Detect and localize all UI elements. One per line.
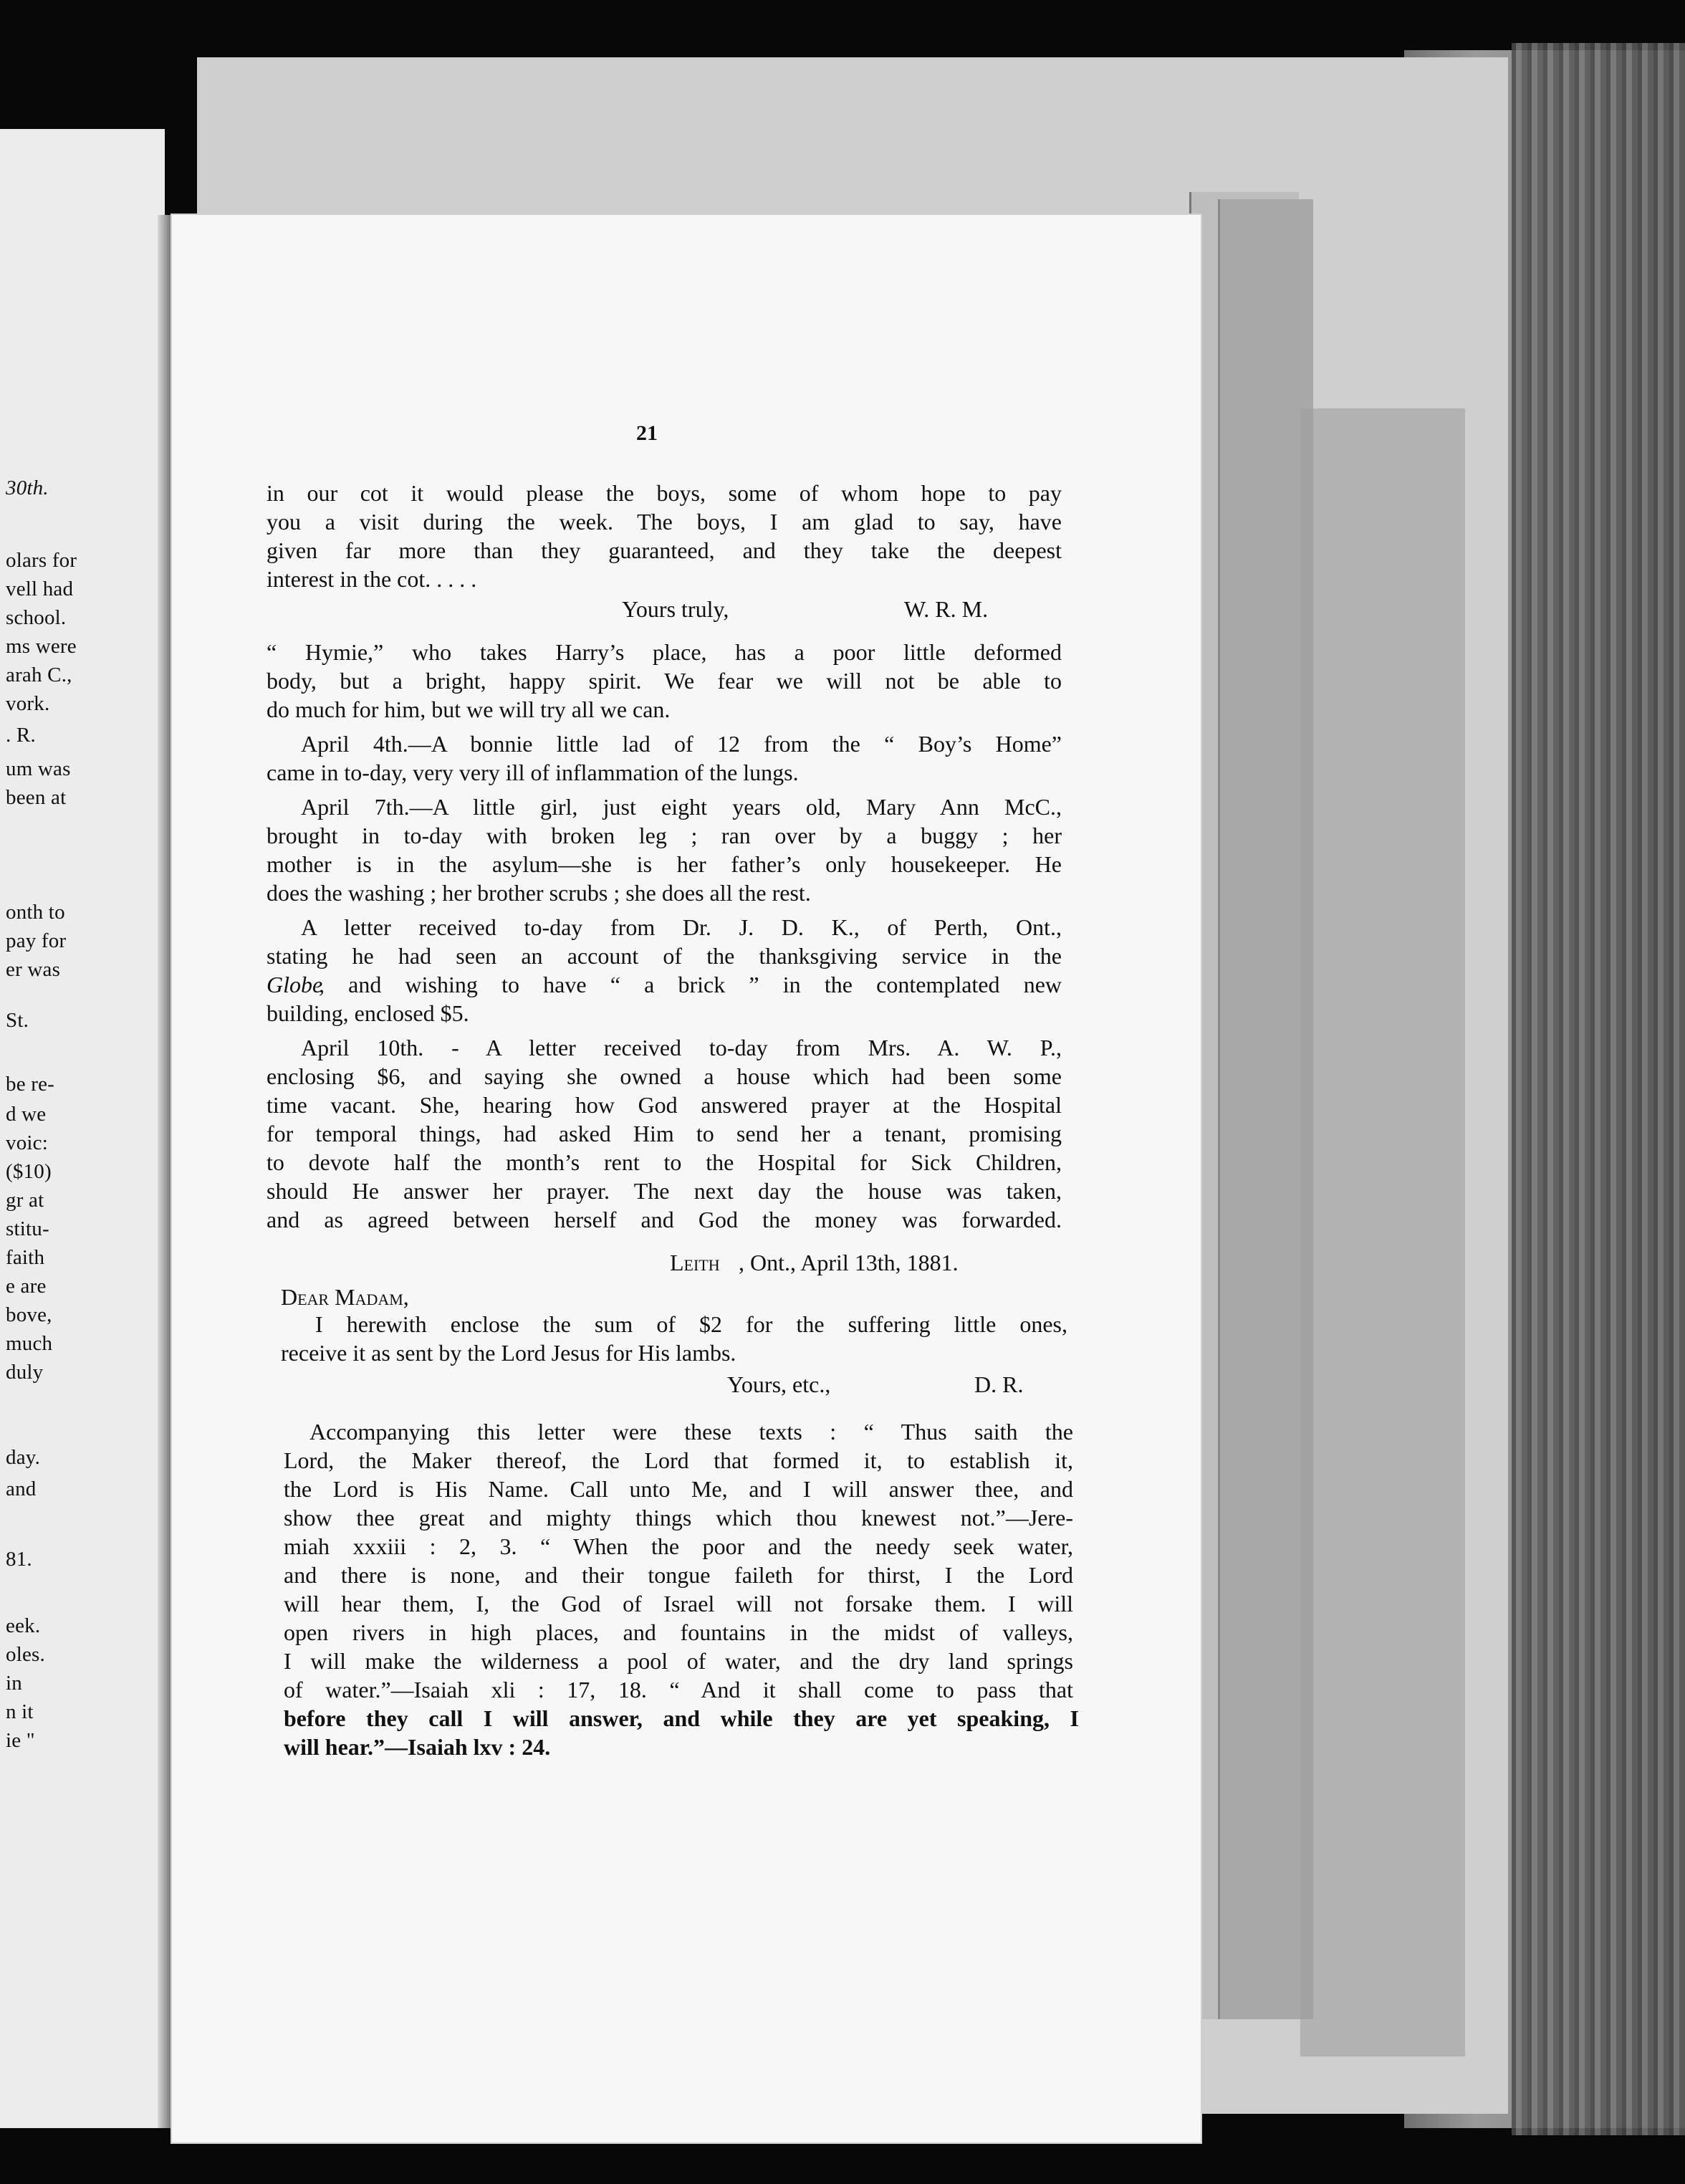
faded-plate-shadow [1300, 408, 1465, 2056]
text-line: Accompanying this letter were these texts : “ Thus saith the [309, 1419, 1073, 1445]
page-stack-layer [1218, 199, 1313, 2019]
facing-fragment: ($10) [6, 1160, 52, 1183]
text-line: body, but a bright, happy spirit. We fear we will not be able to [267, 668, 1062, 694]
facing-fragment: bove, [6, 1303, 52, 1326]
facing-fragment: stitu- [6, 1217, 49, 1240]
text-line: will hear.”—Isaiah lxv : 24. [284, 1734, 551, 1760]
letter-place: Leith [670, 1250, 720, 1275]
signoff: Yours truly, [622, 596, 729, 622]
facing-fragment: e are [6, 1275, 47, 1298]
text-line: given far more than they guaranteed, and they take the deepest [267, 537, 1062, 563]
facing-fragment: vork. [6, 692, 50, 715]
text-line: and there is none, and their tongue faileth for thirst, I the Lord [284, 1562, 1073, 1588]
text-line: A letter received to-day from Dr. J. D. K., of Perth, Ont., [301, 914, 1062, 940]
text-line: brought in to-day with broken leg ; ran over by a buggy ; her [267, 823, 1062, 848]
facing-fragment: pay for [6, 929, 67, 952]
facing-fragment: d we [6, 1103, 47, 1126]
facing-fragment: much [6, 1332, 53, 1355]
facing-fragment: eek. [6, 1614, 41, 1637]
text-line: time vacant. She, hearing how God answered prayer at the Hospital [267, 1092, 1062, 1118]
facing-fragment: n it [6, 1700, 34, 1723]
text-line: , and wishing to have “ a brick ” in the contemplated new [319, 972, 1062, 997]
facing-fragment: er was [6, 958, 61, 981]
signoff: Yours, etc., [727, 1371, 831, 1397]
letter-date: , Ont., April 13th, 1881. [739, 1250, 959, 1275]
text-line: interest in the cot. . . . . [267, 566, 477, 592]
text-line: before they call I will answer, and while they are yet speaking, I [284, 1705, 1079, 1731]
text-line: April 10th. - A letter received to-day from Mrs. A. W. P., [301, 1035, 1062, 1060]
facing-fragment: day. [6, 1446, 41, 1469]
facing-left-page [0, 129, 165, 2128]
facing-fragment: vell had [6, 578, 74, 600]
facing-fragment: 81. [6, 1548, 32, 1571]
text-line: the Lord is His Name. Call unto Me, and I will answer thee, and [284, 1476, 1073, 1502]
text-line: for temporal things, had asked Him to send her a tenant, promising [267, 1121, 1062, 1146]
text-line: building, enclosed $5. [267, 1000, 469, 1026]
facing-fragment: 30th. [6, 476, 49, 499]
text-line: do much for him, but we will try all we can. [267, 696, 671, 722]
text-line: and as agreed between herself and God the money was forwarded. [267, 1207, 1062, 1232]
text-line: to devote half the month’s rent to the Hospital for Sick Children, [267, 1149, 1062, 1175]
text-line: April 4th.—A bonnie little lad of 12 from the “ Boy’s Home” [301, 731, 1062, 757]
text-line: I will make the wilderness a pool of water, and the dry land springs [284, 1648, 1073, 1674]
text-line: of water.”—Isaiah xli : 17, 18. “ And it shall come to pass that [284, 1677, 1073, 1702]
facing-fragment: ms were [6, 635, 77, 658]
text-line: stating he had seen an account of the thanksgiving service in the [267, 943, 1062, 969]
text-line: should He answer her prayer. The next day the house was taken, [267, 1178, 1062, 1204]
facing-fragment: in [6, 1672, 22, 1695]
letter-salutation: Dear Madam, [281, 1284, 409, 1310]
book-page-edges [1512, 43, 1685, 2135]
text-line: Lord, the Maker thereof, the Lord that formed it, to establish it, [284, 1447, 1073, 1473]
facing-fragment: onth to [6, 901, 65, 924]
text-line: does the washing ; her brother scrubs ; she does all the rest. [267, 880, 811, 906]
text-line: miah xxxiii : 2, 3. “ When the poor and the needy seek water, [284, 1533, 1073, 1559]
facing-fragment: gr at [6, 1189, 44, 1212]
signature: D. R. [974, 1371, 1024, 1397]
newspaper-name: Globe [267, 972, 323, 997]
text-line: receive it as sent by the Lord Jesus for His lambs. [281, 1340, 736, 1366]
facing-fragment: . R. [6, 724, 36, 747]
text-line: “ Hymie,” who takes Harry’s place, has a poor little deformed [267, 639, 1062, 665]
signature: W. R. M. [904, 596, 989, 622]
page-number: 21 [636, 421, 658, 445]
text-line: came in to-day, very very ill of inflammation of the lungs. [267, 760, 799, 785]
facing-fragment: school. [6, 606, 67, 629]
facing-fragment: St. [6, 1009, 29, 1032]
text-line: you a visit during the week. The boys, I am glad to say, have [267, 509, 1062, 535]
text-line: enclosing $6, and saying she owned a house which had been some [267, 1063, 1062, 1089]
facing-fragment: olars for [6, 549, 77, 572]
facing-fragment: faith [6, 1246, 45, 1269]
facing-fragment: ie " [6, 1729, 35, 1752]
facing-fragment: oles. [6, 1643, 45, 1666]
text-line: I herewith enclose the sum of $2 for the suffering little ones, [315, 1311, 1067, 1337]
text-line: open rivers in high places, and fountains in the midst of valleys, [284, 1619, 1073, 1645]
facing-fragment: duly [6, 1361, 44, 1384]
facing-fragment: and [6, 1477, 37, 1500]
facing-fragment: been at [6, 786, 67, 809]
text-line: mother is in the asylum—she is her father’s only housekeeper. He [267, 851, 1062, 877]
facing-fragment: voic: [6, 1131, 48, 1154]
facing-fragment: be re- [6, 1073, 55, 1096]
facing-fragment: arah C., [6, 664, 72, 686]
text-line: show thee great and mighty things which thou knewest not.”—Jere- [284, 1505, 1073, 1531]
facing-fragment: um was [6, 757, 71, 780]
text-line: April 7th.—A little girl, just eight years old, Mary Ann McC., [301, 794, 1062, 820]
text-line: will hear them, I, the God of Israel will not forsake them. I will [284, 1591, 1073, 1617]
text-line: in our cot it would please the boys, some of whom hope to pay [267, 480, 1062, 506]
